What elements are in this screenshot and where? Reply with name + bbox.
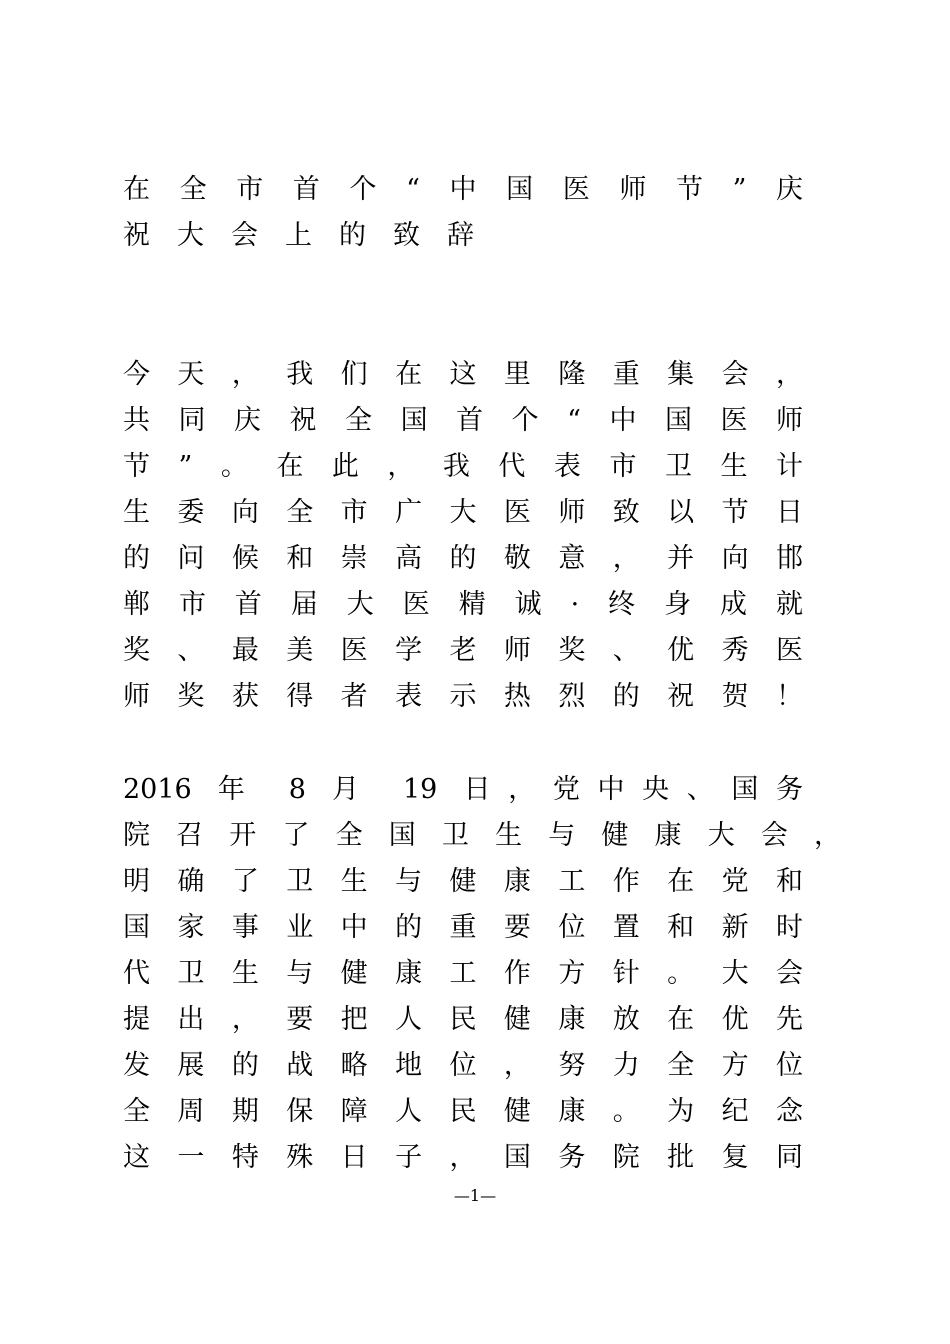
paragraph-1-line-1: 今天，我们在这里隆重集会， (123, 359, 803, 390)
paragraph-2-line-7: 发展的战略地位，努力全方位 (123, 1050, 803, 1081)
title-line-1: 在全市首个“中国医师节”庆 (123, 174, 803, 205)
paragraph-2-line-3: 明确了卫生与健康工作在党和 (123, 866, 803, 897)
page-number: —1— (453, 1186, 497, 1205)
paragraph-1-line-5: 的问候和崇高的敬意，并向邯 (123, 543, 803, 574)
paragraph-1-line-2: 共同庆祝全国首个“中国医师 (123, 405, 803, 436)
paragraph-2-line-2: 院召开了全国卫生与健康大会， (123, 820, 841, 851)
paragraph-2-line-5: 代卫生与健康工作方针。大会 (123, 958, 803, 989)
paragraph-1-line-6: 郸市首届大医精诚·终身成就 (123, 589, 803, 620)
paragraph-1-line-3: 节”。在此，我代表市卫生计 (123, 451, 803, 482)
paragraph-1-line-8: 师奖获得者表示热烈的祝贺！ (123, 681, 803, 712)
paragraph-2-line-8: 全周期保障人民健康。为纪念 (123, 1096, 803, 1127)
paragraph-2-line-9: 这一特殊日子，国务院批复同 (123, 1142, 803, 1173)
paragraph-1-line-4: 生委向全市广大医师致以节日 (123, 497, 803, 528)
paragraph-2-line-4: 国家事业中的重要位置和新时 (123, 912, 803, 943)
title-line-2: 祝大会上的致辞 (123, 220, 501, 251)
paragraph-2-line-1: 2016 年 8 月 19 日，党中央、国务 (123, 774, 803, 805)
paragraph-1-line-7: 奖、最美医学老师奖、优秀医 (123, 635, 803, 666)
paragraph-2-line-6: 提出，要把人民健康放在优先 (123, 1004, 803, 1035)
